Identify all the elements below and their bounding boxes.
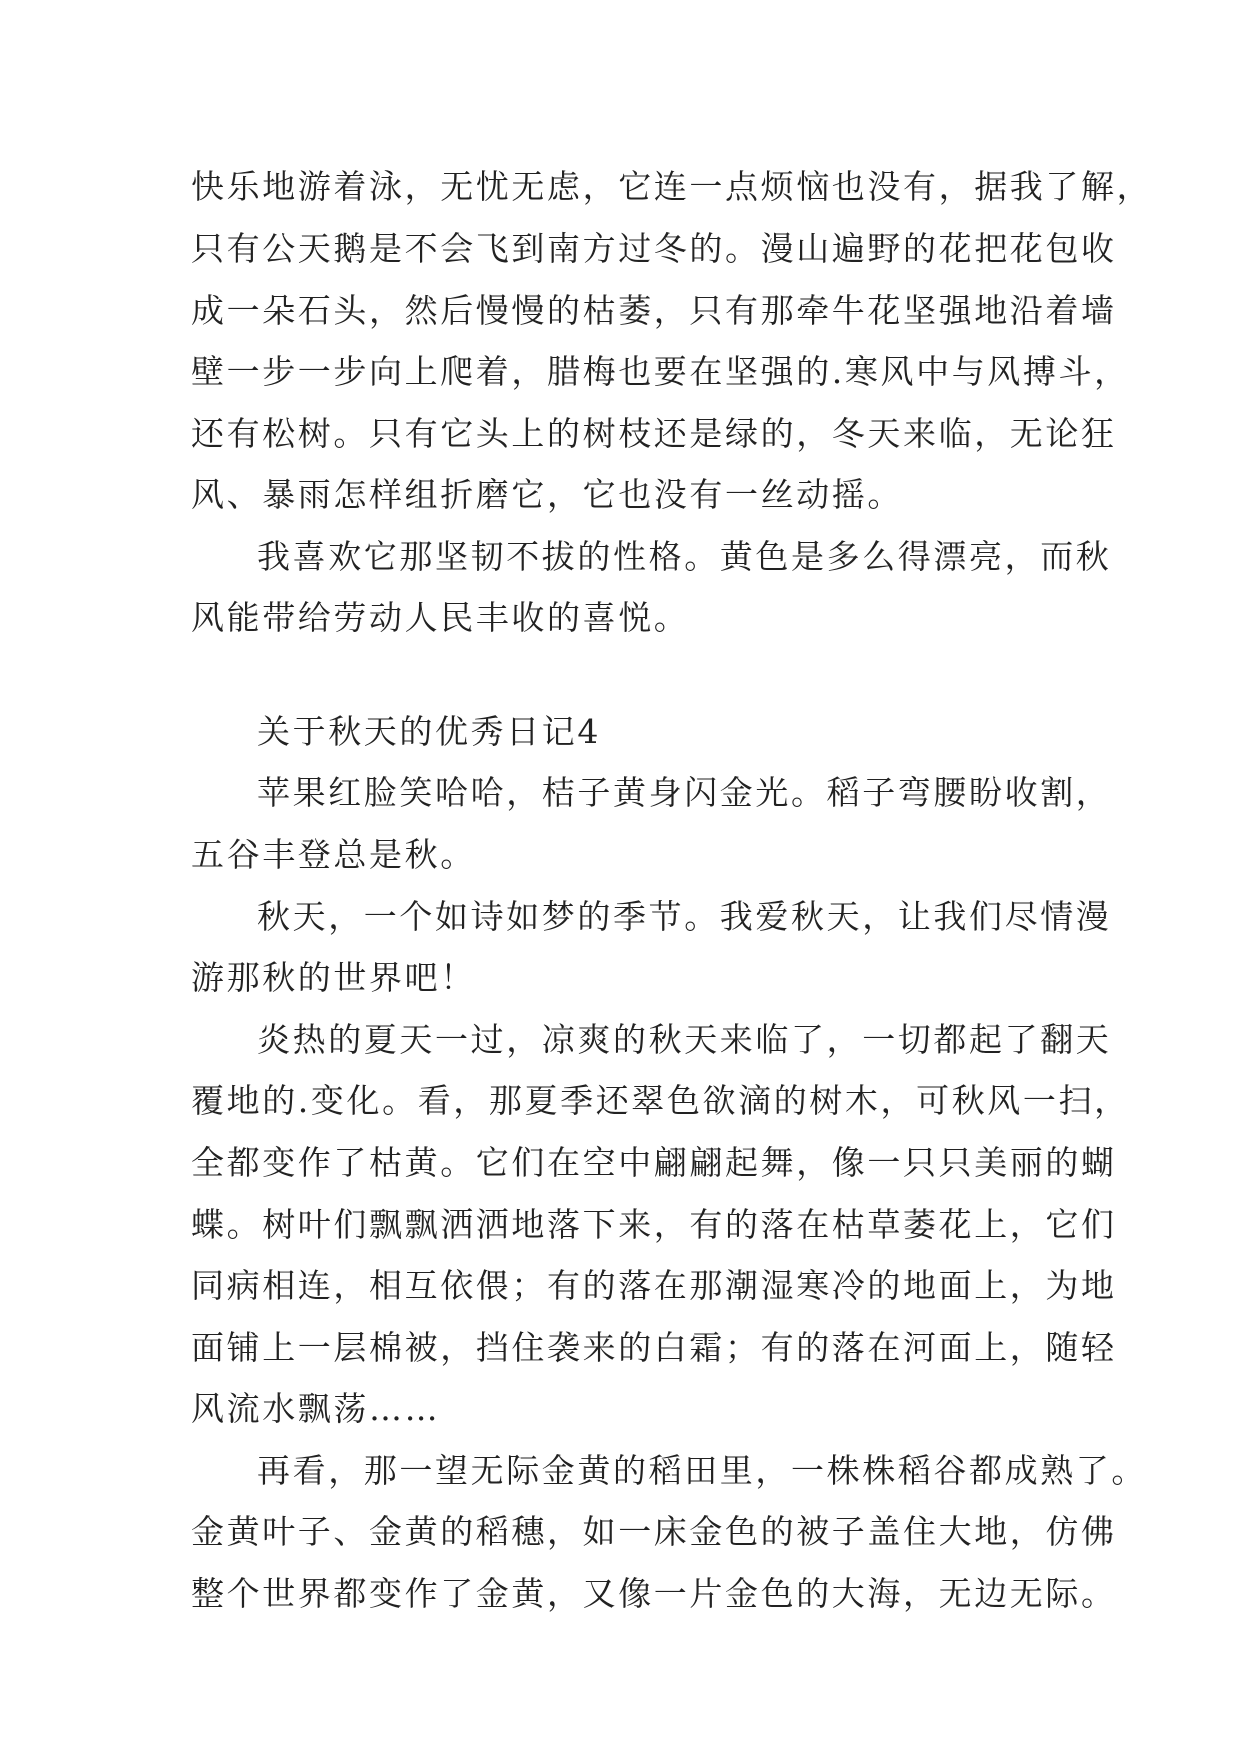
text-line: 金黄叶子、金黄的稻穗，如一床金色的被子盖住大地，仿佛 — [191, 1512, 1117, 1551]
text-line: 我喜欢它那坚韧不拔的性格。黄色是多么得漂亮，而秋 — [257, 537, 1112, 576]
text-line: 全都变作了枯黄。它们在空中翩翩起舞，像一只只美丽的蝴 — [191, 1143, 1117, 1182]
text-line: 同病相连，相互依偎；有的落在那潮湿寒冷的地面上，为地 — [191, 1266, 1117, 1305]
text-line: 整个世界都变作了金黄，又像一片金色的大海，无边无际。 — [191, 1574, 1117, 1613]
section-heading: 关于秋天的优秀日记4 — [257, 712, 601, 751]
text-line: 苹果红脸笑哈哈，桔子黄身闪金光。稻子弯腰盼收割， — [257, 773, 1112, 812]
text-line: 蝶。树叶们飘飘洒洒地落下来，有的落在枯草萎花上，它们 — [191, 1205, 1117, 1244]
text-line: 秋天，一个如诗如梦的季节。我爱秋天，让我们尽情漫 — [257, 897, 1112, 936]
text-line: 快乐地游着泳，无忧无虑，它连一点烦恼也没有，据我了解， — [191, 167, 1153, 206]
text-line: 风流水飘荡…… — [191, 1389, 441, 1428]
text-line: 再看，那一望无际金黄的稻田里，一株株稻谷都成熟了。 — [257, 1451, 1147, 1490]
text-line: 面铺上一层棉被，挡住袭来的白霜；有的落在河面上，随轻 — [191, 1328, 1117, 1367]
text-line: 五谷丰登总是秋。 — [191, 835, 476, 874]
text-line: 成一朵石头，然后慢慢的枯萎，只有那牵牛花坚强地沿着墙 — [191, 291, 1117, 330]
text-line: 覆地的.变化。看，那夏季还翠色欲滴的树木，可秋风一扫， — [191, 1081, 1130, 1120]
text-line: 炎热的夏天一过，凉爽的秋天来临了，一切都起了翻天 — [257, 1020, 1112, 1059]
text-line: 游那秋的世界吧！ — [191, 958, 476, 997]
text-line: 风、暴雨怎样组折磨它，它也没有一丝动摇。 — [191, 475, 903, 514]
text-line: 风能带给劳动人民丰收的喜悦。 — [191, 598, 690, 637]
text-line: 壁一步一步向上爬着，腊梅也要在坚强的.寒风中与风搏斗， — [191, 352, 1130, 391]
text-line: 还有松树。只有它头上的树枝还是绿的，冬天来临，无论狂 — [191, 414, 1117, 453]
text-line: 只有公天鹅是不会飞到南方过冬的。漫山遍野的花把花包收 — [191, 229, 1117, 268]
